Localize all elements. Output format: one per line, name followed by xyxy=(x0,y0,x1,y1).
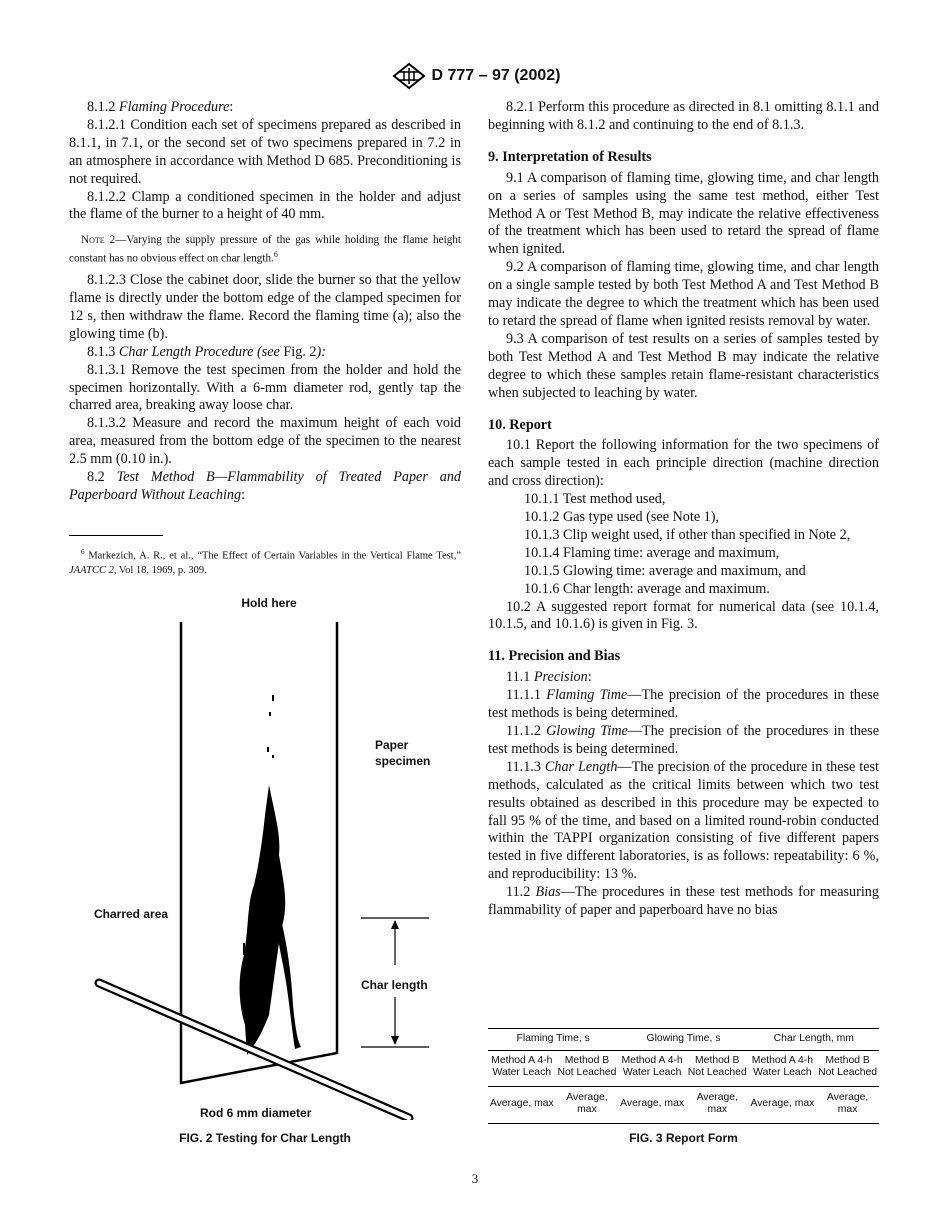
figure-3-caption: FIG. 3 Report Form xyxy=(629,1131,738,1145)
report-form-table xyxy=(488,1028,879,1124)
left-column xyxy=(69,99,461,505)
section-8-2: 8.2 Test Method B—Flammability of Treated Paper and Paperboard Without Leaching: xyxy=(69,469,462,503)
section-8-1-2-3: 8.1.2.3 Close the cabinet door, slide the burner so that the yellow flame is directly under the bottom edge of the clamped specimen for 12 s, then withdraw the flame. Record the flaming time (a); also the glowing time (b). xyxy=(69,272,461,342)
charred-area-shape xyxy=(240,695,301,1055)
document-designation: D 777 – 97 (2002) xyxy=(431,67,561,84)
sub-header: Method B Not Leached xyxy=(686,1050,749,1086)
section-8-1-2-2: 8.1.2.2 Clamp a conditioned specimen in the holder and adjust the flame of the burner to a height of 40 mm. xyxy=(69,188,461,223)
label-paper: Paper xyxy=(375,738,409,752)
figure-2 xyxy=(69,585,461,1120)
right-column xyxy=(488,99,879,920)
astm-logo-icon xyxy=(390,62,428,90)
section-11-1-2: 11.1.2 Glowing Time—The precision of the procedures in these test methods is being determined. xyxy=(488,723,879,757)
group-header: Char Length, mm xyxy=(749,1029,879,1051)
group-header: Flaming Time, s xyxy=(488,1029,618,1051)
value-cell: Average, max xyxy=(749,1086,817,1123)
section-10-1: 10.1 Report the following information for the two specimens of each sample tested in each principle direction (machine direction and cross direction): xyxy=(488,437,879,490)
value-cell: Average, max xyxy=(618,1086,686,1123)
char-length-diagram xyxy=(69,585,461,1120)
sub-header: Method A 4-h Water Leach xyxy=(488,1050,556,1086)
section-9-1: 9.1 A comparison of flaming time, glowing time, and char length on a series of samples using the same test method, either Test Method A or Test Method B, may indicate the relative effectiveness of the treatment which has been used to retard the spread of flame when ignited. xyxy=(488,169,879,258)
figure-2-caption: FIG. 2 Testing for Char Length xyxy=(179,1131,351,1145)
label-rod: Rod 6 mm diameter xyxy=(200,1106,312,1120)
section-8-1-3-2: 8.1.3.2 Measure and record the maximum height of each void area, measured from the bottom edge of the specimen to the nearest 2.5 mm (0.10 in.). xyxy=(69,415,461,468)
section-8-1-3-1: 8.1.3.1 Remove the test specimen from the holder and hold the specimen horizontally. With a 6-mm diameter rod, gently tap the charred area, breaking away loose char. xyxy=(69,361,461,414)
list-item: 10.1.3 Clip weight used, if other than specified in Note 2, xyxy=(524,526,851,543)
list-item: 10.1.5 Glowing time: average and maximum, and xyxy=(524,562,806,579)
section-8-1-3: 8.1.3 Char Length Procedure (see Fig. 2): xyxy=(87,343,326,360)
sub-header: Method B Not Leached xyxy=(556,1050,619,1086)
label-hold-here: Hold here xyxy=(241,596,297,610)
list-item: 10.1.1 Test method used, xyxy=(524,491,666,508)
list-item: 10.1.6 Char length: average and maximum. xyxy=(524,580,770,597)
group-header: Glowing Time, s xyxy=(618,1029,748,1051)
sub-header: Method B Not Leached xyxy=(816,1050,879,1086)
label-char-length: Char length xyxy=(361,978,428,992)
section-8-2-1: 8.2.1 Perform this procedure as directed in 8.1 omitting 8.1.1 and beginning with 8.1.2 and continuing to the end of 8.1.3. xyxy=(488,99,879,133)
section-9-3: 9.3 A comparison of test results on a series of samples tested by both Test Method A and Test Method B may indicate the relative degree to which these samples retain flame-resistant characteristics when subjected to leaching by water. xyxy=(488,330,879,401)
section-11-1-3: 11.1.3 Char Length—The precision of the procedure in these test methods, calculated as the critical limits between which two test results obtained as described in this procedure may be expected to fall 95 % of the time, and based on a limited round-robin conducted within the TAPPI organization consisting of five different papers tested in five different laboratories, is as follows: repeatability: 6 %, and reproducibility: 13 %. xyxy=(488,758,879,883)
heading-section-11: 11. Precision and Bias xyxy=(488,648,621,665)
section-10-2: 10.2 A suggested report format for numerical data (see 10.1.4, 10.1.5, and 10.1.6) is given in Fig. 3. xyxy=(488,598,879,633)
section-8-1-2-1: 8.1.2.1 Condition each set of specimens prepared as described in 8.1.1, in 7.1, or the second set of two specimens prepared in 7.2 in an atmosphere in accordance with Method D 685. Preconditioning is not required. xyxy=(69,116,461,187)
section-9-2: 9.2 A comparison of flaming time, glowing time, and char length on a single sample tested by both Test Method A and Test Method B may indicate the degree to which the treatment which has been used to retard the spread of flame when ignited resists removal by water. xyxy=(488,259,879,329)
figure-3-report-form xyxy=(488,1028,879,1124)
section-11-2: 11.2 Bias—The procedures in these test methods for measuring flammability of paper and paperboard have no bias xyxy=(488,884,879,919)
value-cell: Average, max xyxy=(556,1086,619,1123)
page-header xyxy=(0,62,950,90)
label-charred-area: Charred area xyxy=(94,907,169,921)
sub-header: Method A 4-h Water Leach xyxy=(618,1050,686,1086)
sub-header: Method A 4-h Water Leach xyxy=(749,1050,817,1086)
heading-section-10: 10. Report xyxy=(488,416,552,433)
value-cell: Average, max xyxy=(816,1086,879,1123)
value-cell: Average, max xyxy=(686,1086,749,1123)
section-11-1: 11.1 Precision: xyxy=(506,669,592,686)
list-item: 10.1.2 Gas type used (see Note 1), xyxy=(524,509,720,526)
value-cell: Average, max xyxy=(488,1086,556,1123)
list-item: 10.1.4 Flaming time: average and maximum, xyxy=(524,544,780,561)
page-number: 3 xyxy=(471,1171,479,1186)
section-11-1-1: 11.1.1 Flaming Time—The precision of the procedures in these test methods is being determined. xyxy=(488,687,880,722)
footnote-6: $^6$ Markezich, A. R., et al., “The Effect of Certain Variables in the Vertical Flame Test,” JAATCC 2, Vol 18, 1969, p. 309. xyxy=(69,548,461,576)
section-8-1-2: 8.1.2 Flaming Procedure: xyxy=(87,99,234,115)
label-specimen: specimen xyxy=(375,754,431,768)
note-2: Note 2—Varying the supply pressure of the gas while holding the flame height constant has no obvious effect on char length.$^6$ xyxy=(69,234,461,265)
heading-section-9: 9. Interpretation of Results xyxy=(488,148,652,165)
footnote-rule xyxy=(69,535,163,536)
